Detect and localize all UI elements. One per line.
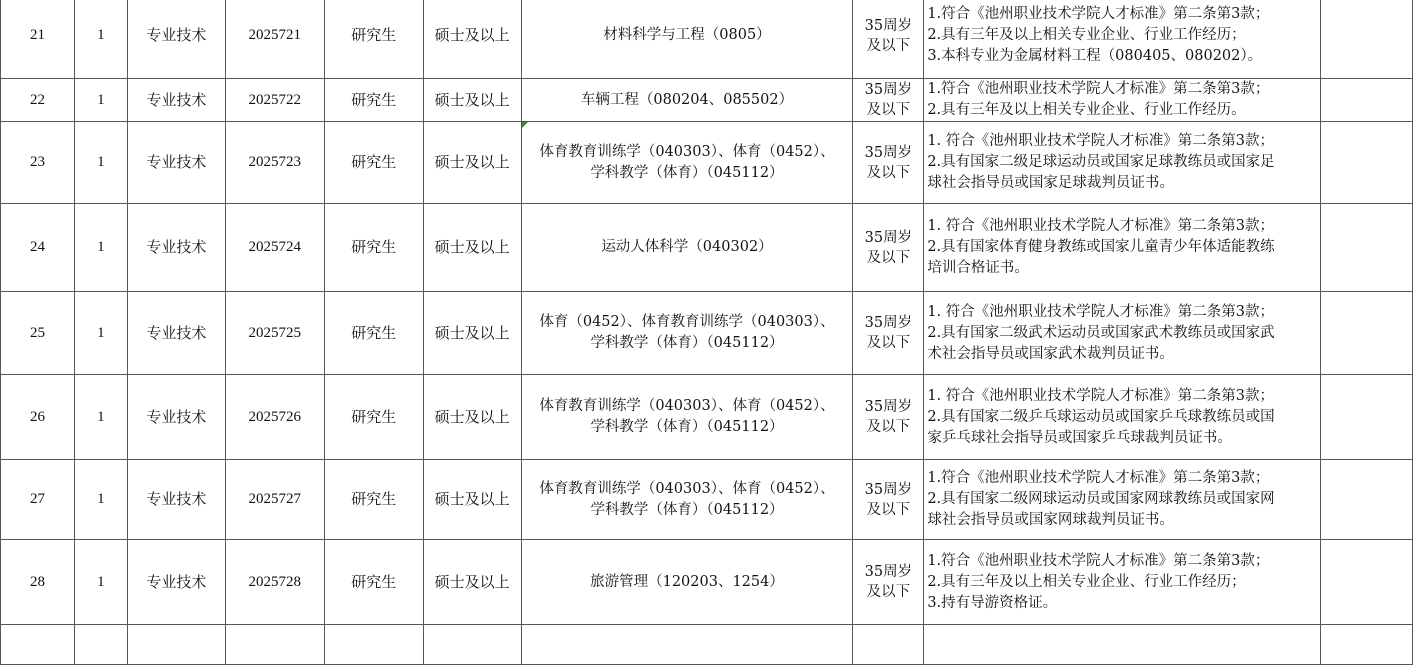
- degree-cell: 硕士及以上: [423, 0, 521, 79]
- requirements-cell: [924, 204, 1321, 292]
- education-cell: 研究生: [324, 122, 423, 204]
- count-cell: 1: [74, 375, 127, 460]
- age-line: 及以下: [866, 37, 911, 54]
- empty-cell: [127, 625, 225, 665]
- major-cell: [521, 292, 853, 375]
- code-cell: 2025722: [225, 79, 324, 122]
- requirement-line: 2.具有国家二级乒乓球运动员或国家乒乓球教练员或国: [927, 408, 1275, 425]
- type-cell: 专业技术: [127, 122, 225, 204]
- empty-cell: [1321, 625, 1413, 665]
- degree-cell: 硕士及以上: [423, 540, 521, 625]
- requirements-cell: [924, 540, 1321, 625]
- requirements-cell: [924, 79, 1321, 122]
- remarks-cell: [1321, 292, 1413, 375]
- major-line: 学科教学（体育）（045112）: [590, 335, 784, 351]
- age-cell: [853, 79, 924, 122]
- age-line: 35周岁: [864, 481, 913, 498]
- age-line: 35周岁: [864, 17, 913, 34]
- degree-cell: 硕士及以上: [423, 204, 521, 292]
- major-line: 体育教育训练学（040303）、体育（0452）、: [539, 398, 835, 414]
- age-cell: [853, 375, 924, 460]
- seq-cell: 21: [1, 0, 75, 79]
- major-cell: [521, 0, 853, 79]
- education-cell: 研究生: [324, 79, 423, 122]
- major-line: 材料科学与工程（0805）: [603, 27, 771, 43]
- major-line: 体育教育训练学（040303）、体育（0452）、: [539, 143, 835, 160]
- age-cell: [853, 292, 924, 375]
- age-line: 及以下: [866, 335, 911, 351]
- major-line: 学科教学（体育）（045112）: [590, 419, 784, 435]
- remarks-cell: [1321, 0, 1413, 79]
- age-line: 及以下: [866, 164, 911, 181]
- age-line: 35周岁: [864, 399, 913, 415]
- requirement-line: 3.持有导游资格证。: [927, 594, 1058, 611]
- degree-cell: 硕士及以上: [423, 460, 521, 540]
- seq-cell: 22: [1, 79, 75, 122]
- age-cell: [853, 204, 924, 292]
- requirement-line: 2.具有三年及以上相关专业企业、行业工作经历；: [927, 27, 1246, 43]
- code-cell: 2025728: [225, 540, 324, 625]
- table-row: [1, 0, 1413, 79]
- requirement-line: 1. 符合《池州职业技术学院人才标准》第二条第3款；: [927, 218, 1274, 234]
- empty-cell: [1, 625, 75, 665]
- major-line: 体育（0452）、体育教育训练学（040303）、: [539, 314, 835, 330]
- requirement-line: 家乒乓球社会指导员或国家乒乓球裁判员证书。: [927, 429, 1232, 446]
- empty-cell: [853, 625, 924, 665]
- empty-cell: [924, 625, 1321, 665]
- major-line: 旅游管理（120203、1254）: [590, 573, 784, 590]
- major-cell: [521, 122, 853, 204]
- requirement-line: 2.具有三年及以上相关专业企业、行业工作经历；: [927, 573, 1246, 590]
- empty-cell: [74, 625, 127, 665]
- major-cell: [521, 375, 853, 460]
- code-cell: 2025723: [225, 122, 324, 204]
- education-cell: 研究生: [324, 204, 423, 292]
- code-cell: 2025726: [225, 375, 324, 460]
- code-cell: 2025727: [225, 460, 324, 540]
- empty-cell: [521, 625, 853, 665]
- major-line: 体育教育训练学（040303）、体育（0452）、: [539, 480, 835, 497]
- table-row: [1, 375, 1413, 460]
- age-line: 及以下: [866, 102, 911, 118]
- requirement-line: 1. 符合《池州职业技术学院人才标准》第二条第3款；: [927, 133, 1274, 149]
- degree-cell: 硕士及以上: [423, 292, 521, 375]
- age-cell: [853, 540, 924, 625]
- age-cell: [853, 122, 924, 204]
- requirement-line: 2.具有三年及以上相关专业企业、行业工作经历。: [927, 102, 1246, 118]
- requirements-cell: [924, 292, 1321, 375]
- requirement-line: 3.本科专业为金属材料工程（080405、080202）。: [927, 48, 1263, 64]
- requirement-line: 2.具有国家二级足球运动员或国家足球教练员或国家足: [927, 154, 1275, 170]
- major-line: 学科教学（体育）（045112）: [590, 164, 784, 181]
- table-row-partial: [1, 625, 1413, 665]
- requirement-line: 1.符合《池州职业技术学院人才标准》第二条第3款；: [927, 470, 1270, 486]
- age-line: 35周岁: [864, 229, 913, 246]
- seq-cell: 27: [1, 460, 75, 540]
- seq-cell: 23: [1, 122, 75, 204]
- requirements-cell: [924, 460, 1321, 540]
- count-cell: 1: [74, 0, 127, 79]
- requirement-line: 1.符合《池州职业技术学院人才标准》第二条第3款；: [927, 81, 1270, 97]
- table-row: [1, 204, 1413, 292]
- type-cell: 专业技术: [127, 375, 225, 460]
- requirement-line: 2.具有国家体育健身教练或国家儿童青少年体适能教练: [927, 239, 1275, 255]
- type-cell: 专业技术: [127, 0, 225, 79]
- age-line: 及以下: [866, 501, 911, 518]
- education-cell: 研究生: [324, 292, 423, 375]
- age-line: 及以下: [866, 419, 911, 435]
- type-cell: 专业技术: [127, 540, 225, 625]
- age-line: 35周岁: [864, 315, 913, 331]
- type-cell: 专业技术: [127, 292, 225, 375]
- seq-cell: 28: [1, 540, 75, 625]
- age-line: 35周岁: [864, 564, 913, 580]
- remarks-cell: [1321, 375, 1413, 460]
- remarks-cell: [1321, 79, 1413, 122]
- count-cell: 1: [74, 540, 127, 625]
- type-cell: 专业技术: [127, 204, 225, 292]
- major-line: 学科教学（体育）（045112）: [590, 501, 784, 518]
- remarks-cell: [1321, 204, 1413, 292]
- age-line: 及以下: [866, 584, 911, 600]
- empty-cell: [324, 625, 423, 665]
- major-cell: [521, 460, 853, 540]
- age-cell: [853, 460, 924, 540]
- education-cell: 研究生: [324, 375, 423, 460]
- count-cell: 1: [74, 460, 127, 540]
- degree-cell: 硕士及以上: [423, 79, 521, 122]
- table-row: [1, 292, 1413, 375]
- requirement-line: 球社会指导员或国家足球裁判员证书。: [927, 175, 1174, 191]
- seq-cell: 24: [1, 204, 75, 292]
- empty-cell: [225, 625, 324, 665]
- major-cell: [521, 204, 853, 292]
- requirement-line: 术社会指导员或国家武术裁判员证书。: [927, 345, 1174, 362]
- age-line: 35周岁: [864, 82, 913, 98]
- cell-comment-marker: [522, 122, 528, 128]
- seq-cell: 25: [1, 292, 75, 375]
- table-row: [1, 122, 1413, 204]
- education-cell: 研究生: [324, 0, 423, 79]
- age-cell: [853, 0, 924, 79]
- seq-cell: 26: [1, 375, 75, 460]
- requirement-line: 2.具有国家二级网球运动员或国家网球教练员或国家网: [927, 491, 1275, 507]
- table-row: [1, 79, 1413, 122]
- count-cell: 1: [74, 79, 127, 122]
- requirements-cell: [924, 0, 1321, 79]
- code-cell: 2025724: [225, 204, 324, 292]
- age-line: 35周岁: [864, 144, 913, 161]
- requirement-line: 1.符合《池州职业技术学院人才标准》第二条第3款；: [927, 6, 1270, 22]
- requirement-line: 1.符合《池州职业技术学院人才标准》第二条第3款；: [927, 552, 1270, 569]
- major-cell: [521, 79, 853, 122]
- requirement-line: 1. 符合《池州职业技术学院人才标准》第二条第3款；: [927, 303, 1274, 320]
- code-cell: 2025721: [225, 0, 324, 79]
- count-cell: 1: [74, 204, 127, 292]
- requirements-cell: [924, 122, 1321, 204]
- remarks-cell: [1321, 122, 1413, 204]
- table-row: [1, 460, 1413, 540]
- type-cell: 专业技术: [127, 460, 225, 540]
- empty-cell: [423, 625, 521, 665]
- requirement-line: 1. 符合《池州职业技术学院人才标准》第二条第3款；: [927, 387, 1274, 404]
- table-row: [1, 540, 1413, 625]
- education-cell: 研究生: [324, 540, 423, 625]
- requirements-cell: [924, 375, 1321, 460]
- remarks-cell: [1321, 540, 1413, 625]
- major-line: 运动人体科学（040302）: [601, 239, 773, 255]
- code-cell: 2025725: [225, 292, 324, 375]
- count-cell: 1: [74, 292, 127, 375]
- remarks-cell: [1321, 460, 1413, 540]
- count-cell: 1: [74, 122, 127, 204]
- education-cell: 研究生: [324, 460, 423, 540]
- degree-cell: 硕士及以上: [423, 122, 521, 204]
- type-cell: 专业技术: [127, 79, 225, 122]
- age-line: 及以下: [866, 249, 911, 266]
- major-line: 车辆工程（080204、085502）: [580, 91, 794, 108]
- requirement-line: 球社会指导员或国家网球裁判员证书。: [927, 512, 1174, 528]
- degree-cell: 硕士及以上: [423, 375, 521, 460]
- major-cell: [521, 540, 853, 625]
- requirement-line: 培训合格证书。: [927, 260, 1029, 276]
- requirement-line: 2.具有国家二级武术运动员或国家武术教练员或国家武: [927, 324, 1275, 341]
